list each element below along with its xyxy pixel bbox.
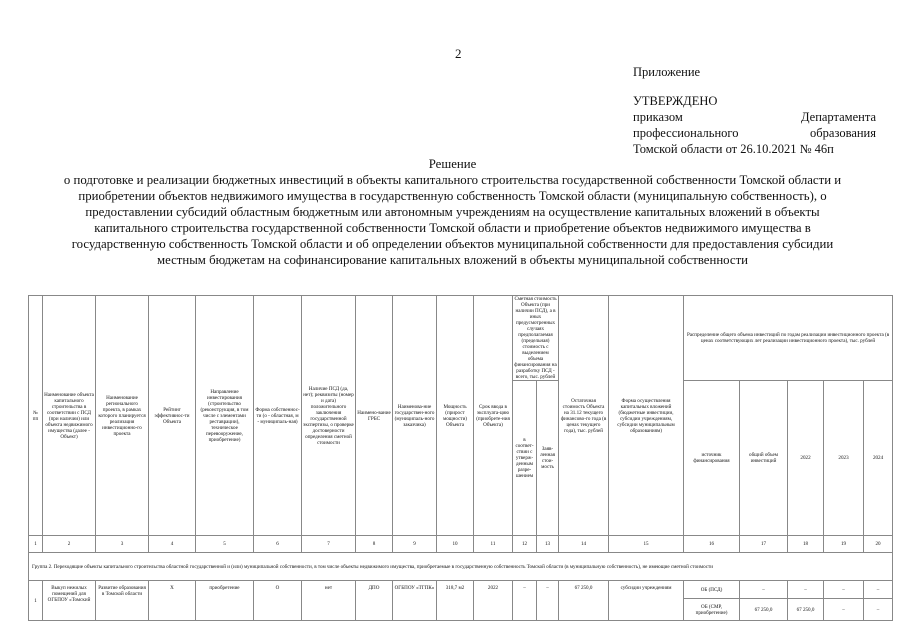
- col-number: 7: [302, 536, 356, 553]
- col-number: 11: [474, 536, 513, 553]
- header-declared-cost: Заяв-ленная стои-мость: [537, 381, 559, 536]
- header-capacity: Мощность (прирост мощности) Объекта: [437, 296, 474, 536]
- row-residual-cost: 67 250,0: [559, 581, 609, 621]
- approval-line-3: Томской области от 26.10.2021 № 46п: [633, 142, 834, 156]
- col-number: 12: [513, 536, 537, 553]
- approval-line-2: профессионального образования: [633, 126, 876, 140]
- row-psd: нет: [302, 581, 356, 621]
- row-investment-form: субсидии учреждениям: [609, 581, 684, 621]
- column-numbers-row: [29, 536, 893, 553]
- row-rating: Х: [149, 581, 196, 621]
- col-number: 1: [29, 536, 43, 553]
- row-object-name: Выкуп нежилых помещений для ОГБПОУ «Томский: [43, 581, 96, 621]
- document-title: [60, 156, 845, 268]
- row-direction: приобретение: [196, 581, 254, 621]
- header-grbs: Наимено-вание ГРБС: [356, 296, 393, 536]
- header-direction: Направление инвестирования (строительство (реконструкция, в том числе с элементами реставрации), техническое перевооружение, приобретение): [196, 296, 254, 536]
- header-rating: Рейтинг эффективнос-ти Объекта: [149, 296, 196, 536]
- col-number: 15: [609, 536, 684, 553]
- table-row: [29, 581, 893, 599]
- row-grbs: ДПО: [356, 581, 393, 621]
- header-estimated-cost: Сметная стоимость Объекта (при наличии ПСД), а в иных предусмотренных случаях предполагаемая (предельная) стоимость с выделением объема финансирования на разработку ПСД - всего, тыс. рублей: [514, 296, 557, 380]
- header-commission-date: Срок ввода в эксплуата-цию (приобрете-ния Объекта): [474, 296, 513, 536]
- col-number: 10: [437, 536, 474, 553]
- col-number: 8: [356, 536, 393, 553]
- header-approved-cost: в соответ-ствии с утверж-денным разре-шением: [513, 381, 537, 536]
- col-number: 3: [96, 536, 149, 553]
- header-ownership: Форма собственнос-ти (о - областная, м - муниципаль-ная): [254, 296, 302, 536]
- row-source-smr-2023: –: [824, 599, 864, 621]
- col-number: 6: [254, 536, 302, 553]
- header-num: № пп: [29, 296, 43, 536]
- header-year-2023: 2023: [824, 381, 864, 536]
- col-number: 9: [393, 536, 437, 553]
- header-funding-source: источник финансирования: [684, 381, 740, 536]
- col-number: 13: [537, 536, 559, 553]
- row-commission-date: 2022: [474, 581, 513, 621]
- header-customer: Наименова-ние государствен-ного (муниципаль-ного заказчика): [393, 296, 437, 536]
- title-heading: Решение: [428, 157, 477, 171]
- row-source-smr-2024: –: [864, 599, 893, 621]
- col-number: 20: [864, 536, 893, 553]
- investment-table: [28, 295, 893, 621]
- col-number: 19: [824, 536, 864, 553]
- header-psd: Наличие ПСД (да, нет); реквизиты (номер и дата) положительного заключения государственной экспертизы, о проверке достоверности определения сметной стоимости: [302, 296, 356, 536]
- col-number: 5: [196, 536, 254, 553]
- row-source-smr-total: 67 250,0: [740, 599, 788, 621]
- header-regional-project: Наименование регионального проекта, в рамках которого планируется реализация инвестиционно-го проекта: [96, 296, 149, 536]
- row-source-psd: ОБ (ПСД): [684, 581, 740, 599]
- col-number: 4: [149, 536, 196, 553]
- header-distribution: Распределение общего объема инвестиций по годам реализации инвестиционного проекта (в ценах соответствующих лет реализации инвестиционного проекта), тыс. рублей: [684, 296, 893, 381]
- row-source-psd-2022: –: [788, 581, 824, 599]
- approval-line-1: приказом Департамента: [633, 110, 876, 124]
- row-source-psd-2023: –: [824, 581, 864, 599]
- row-declared-cost: –: [537, 581, 559, 621]
- approval-block: [633, 64, 876, 157]
- row-source-smr-2022: 67 250,0: [788, 599, 824, 621]
- row-source-smr: ОБ (СМР, приобретение): [684, 599, 740, 621]
- group-label: Группа 2. Переходящие объекты капитального строительства областной государственной и (или) муниципальной собственности, в том числе объекты недвижимого имущества, приобретаемые в государственную собственность Томской области (в муниципальную собственность), не имеющие сметной стоимости: [29, 553, 893, 581]
- col-number: 2: [43, 536, 96, 553]
- header-year-2022: 2022: [788, 381, 824, 536]
- row-source-psd-2024: –: [864, 581, 893, 599]
- approved-label: УТВЕРЖДЕНО: [633, 94, 718, 108]
- col-number: 14: [559, 536, 609, 553]
- row-customer: ОГБПОУ «ТГПК»: [393, 581, 437, 621]
- header-residual-cost: Остаточная стоимость Объекта на 31.12 текущего финансово-го года (в ценах текущего года), тыс. рублей: [559, 296, 609, 536]
- col-number: 16: [684, 536, 740, 553]
- header-object-name: Наименование объекта капитального строительства в соответствии с ПСД (при наличии) или объекта недвижимого имущества (далее - Объект): [43, 296, 96, 536]
- row-source-psd-total: –: [740, 581, 788, 599]
- col-number: 17: [740, 536, 788, 553]
- title-text: о подготовке и реализации бюджетных инвестиций в объекты капитального строительства государственной собственности Томской области и приобретении объектов недвижимого имущества в государственную собственность Томской области (муниципальную собственность), о предоставлении субсидий областным бюджетным или автономным учреждениям на осуществление капитальных вложений в объекты капитального строительства государственной собственности Томской области и приобретение объектов недвижимого имущества в государственную собственность Томской области и об определении объектов муниципальной собственности для предоставления субсидии местным бюджетам на софинансирование капитальных вложений в объекты муниципальной собственности: [63, 173, 842, 267]
- header-total-investment: общий объем инвестиций: [740, 381, 788, 536]
- row-approved-cost: –: [513, 581, 537, 621]
- header-year-2024: 2024: [864, 381, 893, 536]
- col-number: 18: [788, 536, 824, 553]
- row-number: 1: [29, 581, 43, 621]
- row-capacity: 318,7 м2: [437, 581, 474, 621]
- row-ownership: О: [254, 581, 302, 621]
- page-number: 2: [455, 46, 462, 61]
- annex-label: Приложение: [633, 65, 701, 79]
- row-regional-project: Развитие образования в Томской области: [96, 581, 149, 621]
- header-investment-form: Форма осуществления капитальных вложений (бюджетные инвестиции, субсидии учреждениям, субсидии муниципальным образованиям): [609, 296, 684, 536]
